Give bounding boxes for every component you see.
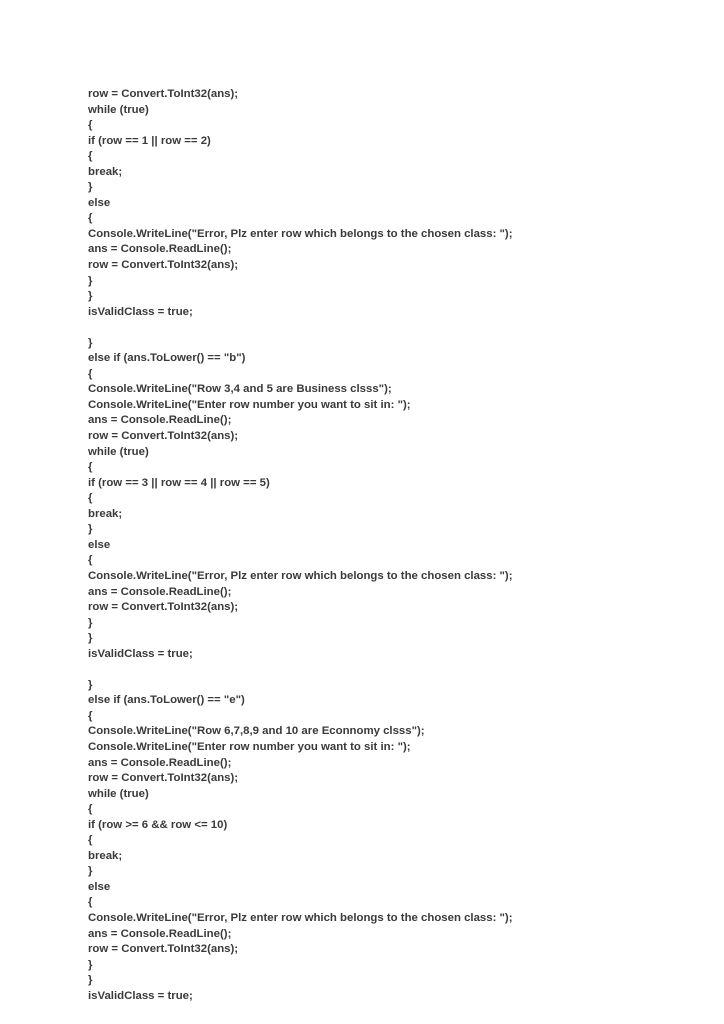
code-line: { [88,461,93,474]
code-line: row = Convert.ToInt32(ans); [88,601,239,614]
blank-line [88,662,688,678]
code-line: if (row == 1 || row == 2) [88,134,211,147]
code-line: isValidClass = true; [88,989,193,1002]
code-line: } [88,523,93,536]
code-line: else [88,880,111,893]
code-line: row = Convert.ToInt32(ans); [88,430,239,443]
code-line: break; [88,165,123,178]
code-line: ans = Console.ReadLine(); [88,927,232,940]
code-line: { [88,834,93,847]
code-line: else if (ans.ToLower() == "b") [88,352,246,365]
code-line: while (true) [88,445,149,458]
code-listing [88,87,688,1004]
blank-line [88,320,688,336]
code-line: { [88,367,93,380]
code-line: ans = Console.ReadLine(); [88,414,232,427]
code-line: } [88,678,93,691]
code-line: if (row >= 6 && row <= 10) [88,818,228,831]
code-line: row = Convert.ToInt32(ans); [88,88,239,100]
code-line: } [88,865,93,878]
code-line: Console.WriteLine("Enter row number you want to sit in: "); [88,740,411,753]
code-line: { [88,896,93,909]
code-line: break; [88,507,123,520]
code-line: row = Convert.ToInt32(ans); [88,259,239,272]
code-line: while (true) [88,787,149,800]
code-line: row = Convert.ToInt32(ans); [88,943,239,956]
code-line: Console.WriteLine("Enter row number you want to sit in: "); [88,398,411,411]
code-line: } [88,616,93,629]
code-line: Console.WriteLine("Error, Plz enter row which belongs to the chosen class: "); [88,227,513,240]
code-line: ans = Console.ReadLine(); [88,585,232,598]
code-line: } [88,974,93,987]
code-line: } [88,181,93,194]
code-line: { [88,554,93,567]
code-line: Console.WriteLine("Row 3,4 and 5 are Business clsss"); [88,383,392,396]
code-line: { [88,119,93,132]
code-line: else if (ans.ToLower() == "e") [88,694,245,707]
code-line: isValidClass = true; [88,305,193,318]
code-line: Console.WriteLine("Error, Plz enter row which belongs to the chosen class: "); [88,569,513,582]
code-line: } [88,958,93,971]
code-line: break; [88,849,123,862]
code-line: else [88,196,111,209]
code-line: { [88,492,93,505]
code-line: { [88,709,93,722]
code-line: } [88,336,93,349]
code-line: { [88,150,93,163]
code-line: else [88,538,111,551]
code-line: Console.WriteLine("Row 6,7,8,9 and 10 are Econnomy clsss"); [88,725,425,738]
code-line: ans = Console.ReadLine(); [88,243,232,256]
code-line: { [88,803,93,816]
code-line: ans = Console.ReadLine(); [88,756,232,769]
code-line: { [88,212,93,225]
code-line: } [88,274,93,287]
code-line: isValidClass = true; [88,647,193,660]
code-line: if (row == 3 || row == 4 || row == 5) [88,476,270,489]
code-line: Console.WriteLine("Error, Plz enter row which belongs to the chosen class: "); [88,911,513,924]
code-line: while (true) [88,103,149,116]
code-line: } [88,290,93,303]
code-line: row = Convert.ToInt32(ans); [88,772,239,785]
code-line: } [88,632,93,645]
